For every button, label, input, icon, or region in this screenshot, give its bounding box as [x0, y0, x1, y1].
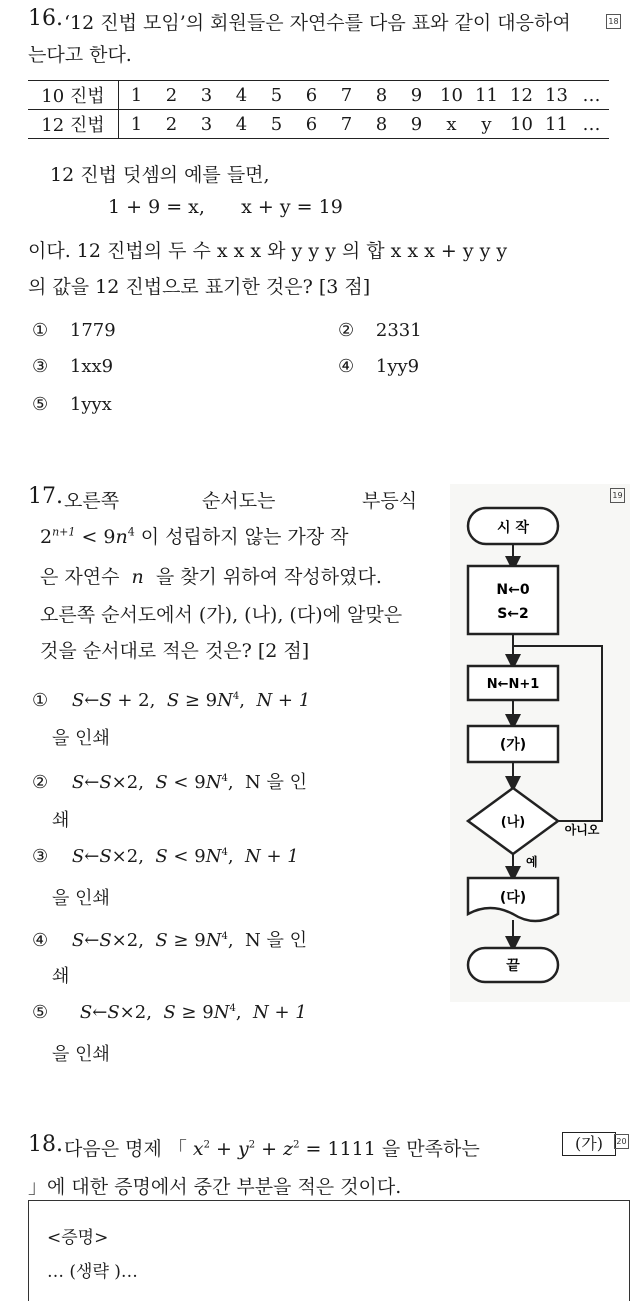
- table-cell: 8: [364, 110, 399, 139]
- choice-text: 1779: [69, 320, 116, 341]
- q17-line2-tail: 이 성립하지 않는 가장 작: [140, 526, 349, 548]
- table-cell: 9: [399, 81, 434, 110]
- flow-end-label: 끝: [506, 958, 520, 974]
- choice-text: 1yy9: [375, 356, 420, 377]
- q18-page-tag: 20: [614, 1134, 629, 1149]
- q17-line4: 오른쪽 순서도에서 (가), (나), (다)에 알맞은: [40, 604, 403, 626]
- q16-choice-2[interactable]: [338, 320, 422, 341]
- table-cell: 10: [504, 110, 539, 139]
- q16-choice-5[interactable]: [32, 394, 112, 415]
- q17-line3-tail: 을 찾기 위하여 작성하였다.: [155, 566, 382, 588]
- q17-page-tag: 19: [610, 488, 625, 503]
- choice-mark: ③: [32, 356, 49, 377]
- table-cell: 5: [259, 81, 294, 110]
- q16-choice-1[interactable]: [32, 320, 116, 341]
- q18-eq-tail: = 1111 을 만족하는: [305, 1138, 480, 1160]
- q16-line1: ‘12 진법 모임’의 회원들은 자연수를 다음 표와 같이 대응하여: [64, 12, 571, 34]
- q18-blank-box: (가): [562, 1132, 616, 1156]
- q17-choice-1-tail: 을 인쇄: [52, 728, 110, 749]
- flow-step-label: N←N+1: [486, 677, 540, 692]
- q17-choice-4-tail: 쇄: [52, 966, 70, 987]
- table-row-header: 12 진법: [28, 110, 119, 139]
- table-cell: 9: [399, 110, 434, 139]
- q17-word-3: 부등식: [362, 490, 418, 512]
- q18-proof-box: [28, 1200, 630, 1301]
- choice-mark: ⑤: [32, 394, 49, 415]
- choice-formula: S←S×2, $S < 9N^4$, N + 1: [71, 846, 299, 867]
- table-cell: 7: [329, 110, 364, 139]
- choice-result: N 을 인: [244, 772, 307, 793]
- q17-inequality: $2^{n+1} < 9n^4$ 이 성립하지 않는 가장 작: [40, 525, 349, 548]
- table-cell: 3: [189, 110, 224, 139]
- flow-da-label: (다): [499, 890, 527, 906]
- q17-word-2: 순서도는: [202, 490, 276, 512]
- table-cell: 11: [539, 110, 574, 139]
- q17-word-1: 오른쪽: [64, 490, 120, 512]
- q18-line1-text: 다음은 명제 「: [64, 1138, 187, 1160]
- flow-yes-label: 예: [526, 855, 538, 869]
- table-cell: 2: [154, 110, 189, 139]
- choice-mark: ④: [338, 356, 355, 377]
- q17-line5: 것을 순서대로 적은 것은? [2 점]: [40, 640, 310, 662]
- choice-result: N + 1: [244, 846, 299, 867]
- q16-page-tag: 18: [606, 14, 621, 29]
- table-cell: …: [574, 110, 609, 139]
- flowchart-svg: [450, 484, 630, 1002]
- choice-text: 1xx9: [69, 356, 114, 377]
- q17-choice-3[interactable]: [32, 846, 299, 867]
- q16-body-line2: 의 값을 12 진법으로 표기한 것은? [3 점]: [28, 276, 371, 298]
- flow-na-label: (나): [500, 815, 526, 830]
- choice-mark: ④: [32, 930, 49, 951]
- choice-result: N + 1: [252, 1002, 307, 1023]
- q17-flowchart: [450, 484, 630, 1002]
- choice-result: N 을 인: [244, 930, 307, 951]
- flow-init-label-2: S←2: [497, 606, 529, 622]
- q16-body-line1: 이다. 12 진법의 두 수 x x x 와 y y y 의 합 x x x + y y y: [28, 240, 508, 262]
- q17-choice-2-tail: 쇄: [52, 810, 70, 831]
- choice-mark: ②: [32, 772, 49, 793]
- q18-proof-title: <증명>: [47, 1228, 109, 1248]
- choice-text: 1yyx: [69, 394, 112, 415]
- q17-number: 17.: [28, 484, 63, 509]
- flow-start-label: 시 작: [497, 520, 529, 536]
- q16-number: 16.: [28, 6, 63, 31]
- flow-no-label: 아니오: [564, 823, 600, 837]
- q17-line3: [40, 562, 382, 589]
- q16-choice-4[interactable]: [338, 356, 419, 377]
- table-cell: 8: [364, 81, 399, 110]
- table-cell: 2: [154, 81, 189, 110]
- flow-ga-label: (가): [499, 737, 527, 753]
- q16-base-table: [28, 80, 609, 139]
- table-cell: y: [469, 110, 504, 139]
- table-cell: 12: [504, 81, 539, 110]
- table-cell: 11: [469, 81, 504, 110]
- q16-example-equation: 1 + 9 = x, x + y = 19: [108, 196, 343, 218]
- table-cell: 4: [224, 110, 259, 139]
- q17-choice-5[interactable]: [32, 1002, 307, 1023]
- q17-line3-text: 은 자연수: [40, 566, 120, 588]
- table-row: [28, 81, 609, 110]
- table-cell: 6: [294, 110, 329, 139]
- table-cell: 10: [434, 81, 469, 110]
- q17-choice-4[interactable]: [32, 926, 307, 952]
- flow-init-label-1: N←0: [496, 582, 530, 598]
- table-cell: 4: [224, 81, 259, 110]
- q17-var-n: n: [131, 566, 144, 588]
- q17-choice-5-tail: 을 인쇄: [52, 1044, 110, 1065]
- q18-proof-line: … (생략 )…: [47, 1262, 138, 1282]
- table-cell: 1: [119, 110, 155, 139]
- choice-mark: ①: [32, 320, 49, 341]
- choice-mark: ②: [338, 320, 355, 341]
- table-row-header: 10 진법: [28, 81, 119, 110]
- q16-example-intro: 12 진법 덧셈의 예를 들면,: [50, 164, 270, 186]
- q18-line2: 」에 대한 증명에서 중간 부분을 적은 것이다.: [28, 1176, 402, 1198]
- table-cell: 5: [259, 110, 294, 139]
- table-cell: x: [434, 110, 469, 139]
- choice-mark: ⑤: [32, 1002, 49, 1023]
- q16-choice-3[interactable]: [32, 356, 113, 377]
- choice-formula: S←S×2, $S \ge 9N^4$, N 을 인: [71, 930, 307, 951]
- q17-choice-3-tail: 을 인쇄: [52, 888, 110, 909]
- table-row: [28, 110, 609, 139]
- choice-text: 2331: [375, 320, 422, 341]
- q17-choice-2[interactable]: [32, 768, 307, 794]
- q18-number: 18.: [28, 1132, 63, 1157]
- q16-line2: 는다고 한다.: [28, 44, 132, 66]
- table-cell: 3: [189, 81, 224, 110]
- table-cell: 13: [539, 81, 574, 110]
- choice-formula: S←S×2, $S \ge 9N^4$, N + 1: [79, 1002, 307, 1023]
- choice-formula: S←S×2, $S < 9N^4$, N 을 인: [71, 772, 307, 793]
- choice-mark: ①: [32, 690, 49, 711]
- table-cell: 7: [329, 81, 364, 110]
- table-cell: …: [574, 81, 609, 110]
- table-cell: 1: [119, 81, 155, 110]
- choice-formula: S←S + 2, $S \ge 9N^4$, N + 1: [71, 690, 311, 711]
- choice-result: N + 1: [256, 690, 311, 711]
- q18-line1: 다음은 명제 「 $x^2 + y^2 + z^2 = 1111$ 을 만족하는: [64, 1138, 480, 1160]
- flow-init-shape: [468, 566, 558, 634]
- choice-mark: ③: [32, 846, 49, 867]
- q17-choice-1[interactable]: [32, 690, 310, 711]
- table-cell: 6: [294, 81, 329, 110]
